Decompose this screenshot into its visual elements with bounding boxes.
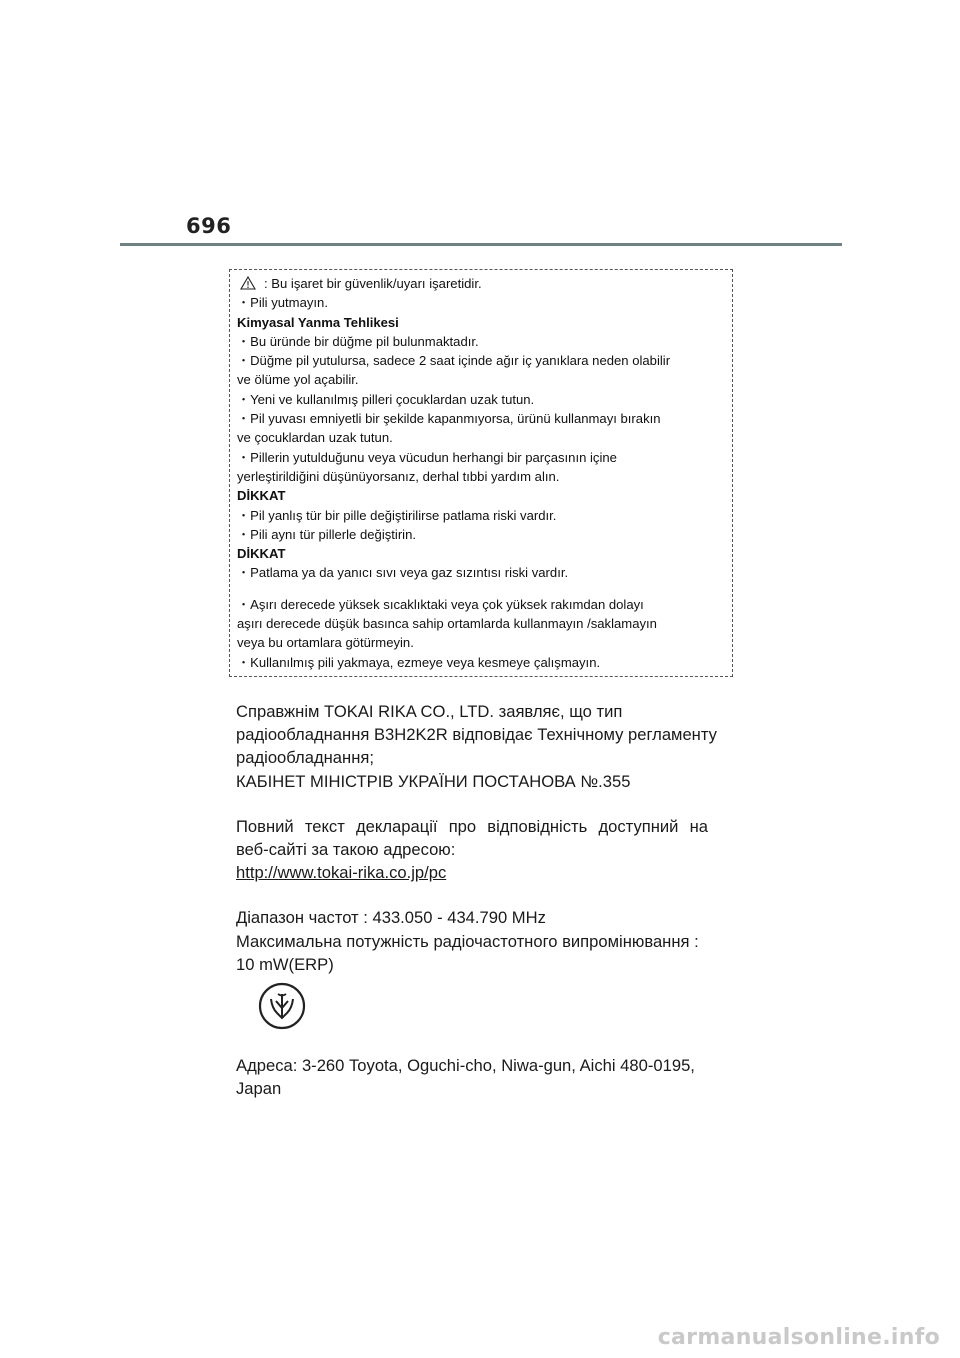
warning-heading-chemical-burn: Kimyasal Yanma Tehlikesi [237, 314, 399, 330]
warning-line: ・Yeni ve kullanılmış pilleri çocuklardan uzak tutun. [237, 391, 535, 407]
warning-line: ・Pili yutmayın. [237, 295, 328, 311]
address-line: Адреса: 3-260 Toyota, Oguchi-cho, Niwa-gun, Aichi 480-0195, [236, 1056, 695, 1076]
warning-spacer [237, 583, 726, 595]
warning-line: veya bu ortamlara götürmeyin. [237, 635, 414, 651]
warning-symbol-line [237, 274, 726, 293]
warning-line: ve çocuklardan uzak tutun. [237, 430, 393, 446]
max-power-line: Максимальна потужність радіочастотного випромінювання : [236, 931, 699, 951]
declaration-line: КАБІНЕТ МІНІСТРІВ УКРАЇНИ ПОСТАНОВА №.355 [236, 771, 631, 791]
warning-line: ・Pil yanlış tür bir pille değiştirilirse patlama riski vardır. [237, 507, 557, 523]
warning-line: ・Pillerin yutulduğunu veya vücudun herhangi bir parçasının içine [237, 449, 617, 465]
full-text-line: веб-сайті за такою адресою: [236, 840, 456, 860]
warning-line: ・Pili aynı tür pillerle değiştirin. [237, 526, 417, 542]
declaration-url-link[interactable]: http://www.tokai-rika.co.jp/pc [236, 863, 447, 883]
warning-line: ・Kullanılmış pili yakmaya, ezmeye veya kesmeye çalışmayın. [237, 654, 601, 670]
ukraine-conformity-mark-icon [256, 980, 308, 1032]
warning-line: ・Bu üründe bir düğme pil bulunmaktadır. [237, 333, 479, 349]
spacer [236, 793, 736, 815]
declaration-line: радіообладнання; [236, 748, 374, 768]
spacer [236, 1032, 736, 1054]
spacer [236, 884, 736, 906]
warning-line: ・Aşırı derecede yüksek sıcaklıktaki veya çok yüksek rakımdan dolayı [237, 596, 644, 612]
header-rule [120, 243, 842, 246]
full-text-line: Повний текст декларації про відповідність доступний на [236, 816, 708, 836]
warning-heading-caution: DİKKAT [237, 488, 286, 504]
warning-line: ve ölüme yol açabilir. [237, 372, 359, 388]
warning-symbol-text: : Bu işaret bir güvenlik/uyarı işaretidir. [264, 276, 482, 291]
address-line: Japan [236, 1079, 282, 1099]
warning-triangle-icon [240, 276, 256, 290]
ukraine-declaration [236, 700, 736, 1100]
warning-line: ・Patlama ya da yanıcı sıvı veya gaz sızıntısı riski vardır. [237, 565, 569, 581]
page-number: 696 [186, 214, 232, 238]
warning-box [229, 269, 733, 677]
frequency-range: Діапазон частот : 433.050 - 434.790 MHz [236, 908, 546, 928]
declaration-line: радіообладнання B3H2K2R відповідає Технічному регламенту [236, 725, 717, 745]
warning-line: ・Düğme pil yutulursa, sadece 2 saat içinde ağır iç yanıklara neden olabilir [237, 353, 671, 369]
warning-heading-caution: DİKKAT [237, 546, 286, 562]
watermark: carmanualsonline.info [657, 1325, 940, 1350]
declaration-line: Справжнім TOKAI RIKA CO., LTD. заявляє, що тип [236, 702, 623, 721]
warning-line: ・Pil yuvası emniyetli bir şekilde kapanmıyorsa, ürünü kullanmayı bırakın [237, 411, 661, 427]
warning-line: aşırı derecede düşük basınca sahip ortamlarda kullanmayın /saklamayın [237, 616, 657, 632]
warning-line: yerleştirildiğini düşünüyorsanız, derhal tıbbi yardım alın. [237, 468, 560, 484]
max-power-line: 10 mW(ERP) [236, 954, 334, 974]
